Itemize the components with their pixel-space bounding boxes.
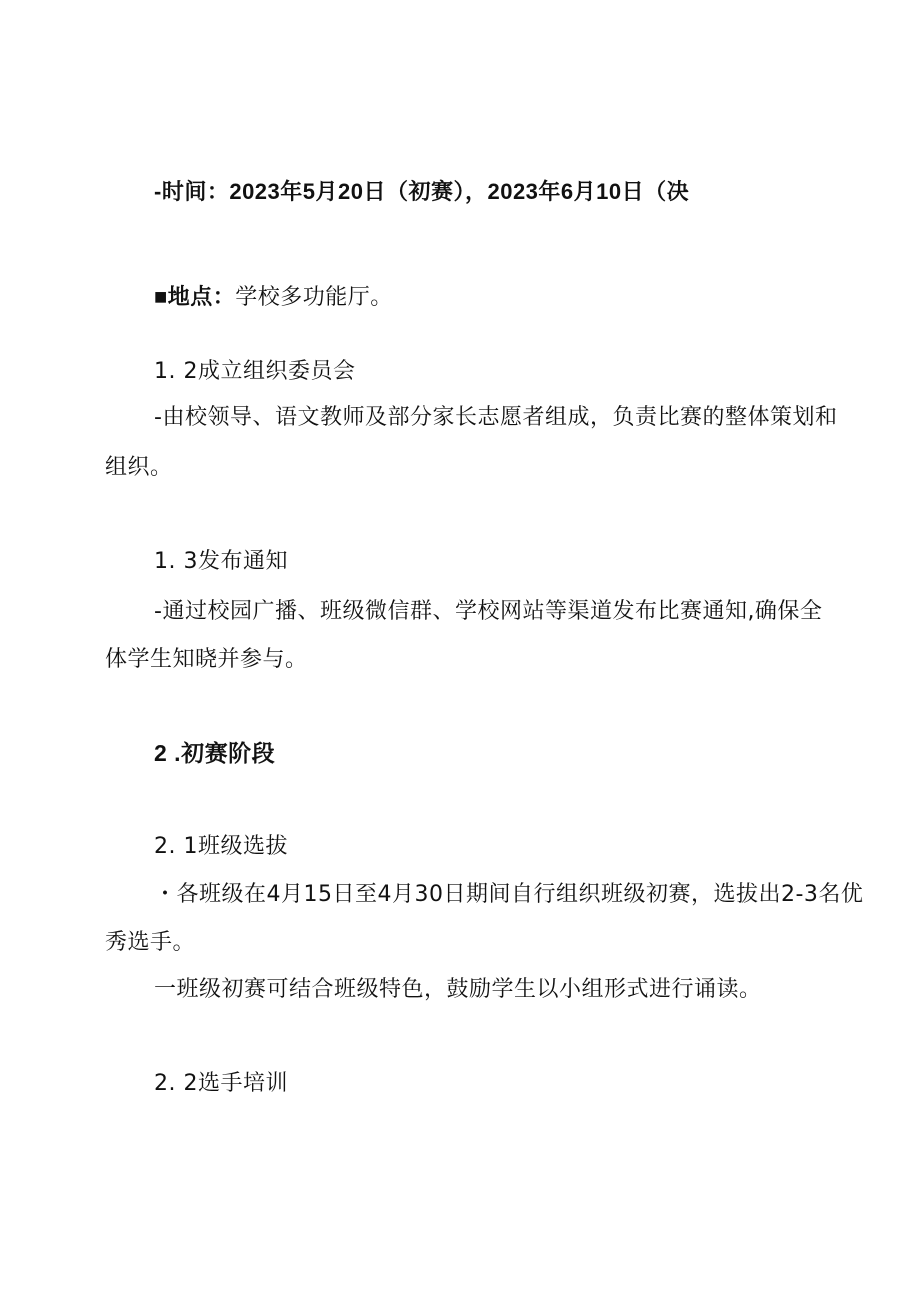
heading-2: 2 .初赛阶段 (154, 740, 276, 766)
place-label: ■地点： (154, 284, 236, 309)
time-text: 2023年5月20日（初赛），2023年6月10日（决 (229, 179, 690, 204)
heading-2-1: 2. 1班级选拔 (154, 834, 288, 859)
paragraph-1-3-line1: -通过校园广播、班级微信群、学校网站等渠道发布比赛通知,确保全 (154, 599, 823, 624)
paragraph-1-2-line2: 组织。 (105, 455, 173, 480)
place-line (154, 282, 393, 313)
time-label: -时间： (154, 179, 230, 204)
paragraph-1-3-line2: 体学生知晓并参与。 (105, 647, 308, 672)
time-line (154, 177, 689, 207)
list-item-2-1-line2: 秀选手。 (105, 930, 196, 955)
list-item-2-1-item2: 一班级初赛可结合班级特色，鼓励学生以小组形式进行诵读。 (154, 977, 762, 1002)
heading-2-2: 2. 2选手培训 (154, 1071, 288, 1096)
paragraph-1-2-line1: -由校领导、语文教师及部分家长志愿者组成，负责比赛的整体策划和 (154, 405, 838, 430)
place-text: 学校多功能厅。 (235, 285, 393, 310)
heading-1-3: 1. 3发布通知 (154, 549, 288, 574)
list-item-2-1-line1: ・各班级在4月15日至4月30日期间自行组织班级初赛，选拔出2-3名优 (154, 882, 864, 907)
heading-1-2: 1. 2成立组织委员会 (154, 359, 356, 384)
